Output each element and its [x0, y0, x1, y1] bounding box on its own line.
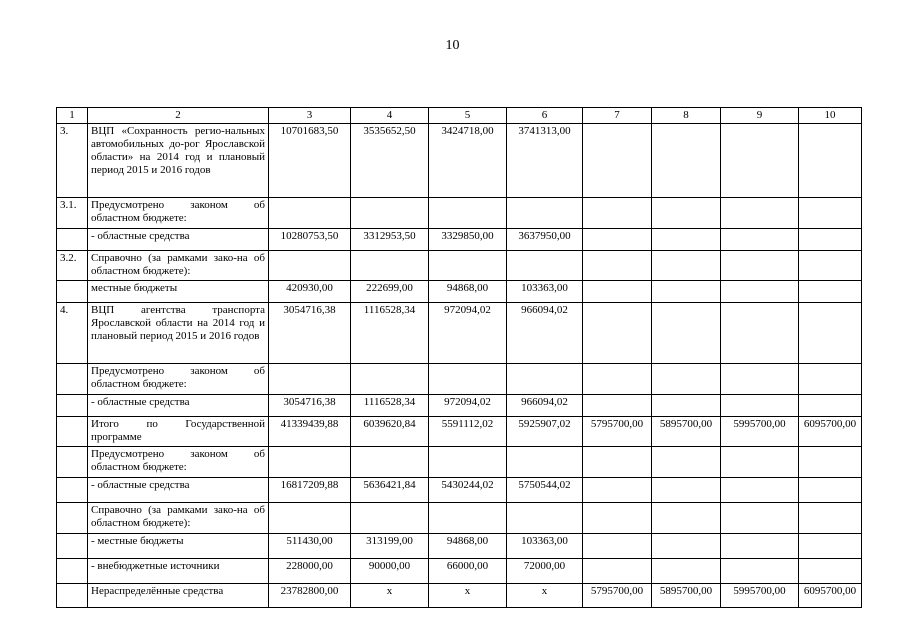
value-cell [721, 364, 799, 395]
header-cell: 3 [269, 108, 351, 124]
row-name: - областные средства [88, 395, 269, 417]
value-cell [583, 251, 652, 281]
value-cell [583, 198, 652, 229]
value-cell: 3312953,50 [351, 229, 429, 251]
value-cell: 23782800,00 [269, 584, 351, 608]
value-cell: 3054716,38 [269, 303, 351, 364]
row-number [57, 447, 88, 478]
table-row [57, 534, 862, 559]
value-cell: 313199,00 [351, 534, 429, 559]
table-row [57, 417, 862, 447]
row-name: - внебюджетные источники [88, 559, 269, 584]
value-cell [351, 447, 429, 478]
row-name: Предусмотрено законом об областном бюджете: [88, 364, 269, 395]
value-cell: 5995700,00 [721, 417, 799, 447]
table-row [57, 198, 862, 229]
value-cell: х [507, 584, 583, 608]
value-cell [799, 229, 862, 251]
value-cell [799, 251, 862, 281]
row-name: Итого по Государственной программе [88, 417, 269, 447]
value-cell [721, 251, 799, 281]
value-cell [799, 395, 862, 417]
value-cell [351, 198, 429, 229]
value-cell [269, 503, 351, 534]
value-cell: 5750544,02 [507, 478, 583, 503]
value-cell: 966094,02 [507, 395, 583, 417]
value-cell [507, 251, 583, 281]
value-cell [652, 559, 721, 584]
value-cell: 3424718,00 [429, 124, 507, 198]
value-cell [652, 251, 721, 281]
row-number [57, 559, 88, 584]
row-name: - областные средства [88, 478, 269, 503]
value-cell: 5795700,00 [583, 584, 652, 608]
header-cell: 10 [799, 108, 862, 124]
value-cell [583, 303, 652, 364]
value-cell [583, 503, 652, 534]
row-number [57, 584, 88, 608]
row-number [57, 229, 88, 251]
value-cell [799, 281, 862, 303]
value-cell [269, 251, 351, 281]
value-cell [429, 447, 507, 478]
value-cell [721, 303, 799, 364]
value-cell: х [429, 584, 507, 608]
header-cell: 2 [88, 108, 269, 124]
row-number [57, 534, 88, 559]
value-cell: 3329850,00 [429, 229, 507, 251]
value-cell: 94868,00 [429, 281, 507, 303]
header-cell: 9 [721, 108, 799, 124]
row-number [57, 417, 88, 447]
table-row [57, 559, 862, 584]
value-cell [507, 503, 583, 534]
value-cell: 1116528,34 [351, 303, 429, 364]
value-cell [351, 364, 429, 395]
value-cell: 5995700,00 [721, 584, 799, 608]
value-cell [351, 251, 429, 281]
value-cell: 6095700,00 [799, 584, 862, 608]
header-cell: 4 [351, 108, 429, 124]
value-cell [583, 534, 652, 559]
table-row [57, 364, 862, 395]
value-cell [583, 124, 652, 198]
table-row [57, 503, 862, 534]
value-cell [721, 503, 799, 534]
row-name: - местные бюджеты [88, 534, 269, 559]
header-row [57, 108, 862, 124]
row-name: Нераспределённые средства [88, 584, 269, 608]
value-cell [583, 478, 652, 503]
table-row [57, 229, 862, 251]
value-cell [583, 559, 652, 584]
row-name: ВЦП агентства транспорта Ярославской области на 2014 год и плановый период 2015 и 2016 годов [88, 303, 269, 364]
table-row [57, 303, 862, 364]
value-cell [583, 281, 652, 303]
value-cell [652, 364, 721, 395]
row-number [57, 503, 88, 534]
row-number: 3.1. [57, 198, 88, 229]
value-cell: 41339439,88 [269, 417, 351, 447]
value-cell [721, 478, 799, 503]
header-cell: 6 [507, 108, 583, 124]
value-cell [799, 198, 862, 229]
value-cell: 10701683,50 [269, 124, 351, 198]
value-cell: 90000,00 [351, 559, 429, 584]
value-cell [583, 229, 652, 251]
value-cell: 16817209,88 [269, 478, 351, 503]
value-cell: 228000,00 [269, 559, 351, 584]
value-cell [351, 503, 429, 534]
value-cell: 511430,00 [269, 534, 351, 559]
value-cell [799, 503, 862, 534]
value-cell [652, 395, 721, 417]
value-cell [721, 447, 799, 478]
value-cell [269, 198, 351, 229]
row-name: местные бюджеты [88, 281, 269, 303]
row-number [57, 478, 88, 503]
value-cell [721, 534, 799, 559]
value-cell: 222699,00 [351, 281, 429, 303]
row-number [57, 281, 88, 303]
row-name: - областные средства [88, 229, 269, 251]
row-name: Предусмотрено законом об областном бюджете: [88, 447, 269, 478]
value-cell: 420930,00 [269, 281, 351, 303]
value-cell: 66000,00 [429, 559, 507, 584]
row-name: ВЦП «Сохранность регио-нальных автомобильных до-рог Ярославской области» на 2014 год и плановый период 2015 и 2016 годов [88, 124, 269, 198]
value-cell [652, 124, 721, 198]
value-cell: 5795700,00 [583, 417, 652, 447]
value-cell: х [351, 584, 429, 608]
value-cell [799, 478, 862, 503]
value-cell: 103363,00 [507, 281, 583, 303]
budget-table [56, 107, 862, 608]
value-cell [429, 198, 507, 229]
value-cell [507, 364, 583, 395]
row-name: Справочно (за рамками зако-на об областном бюджете): [88, 503, 269, 534]
row-number: 3.2. [57, 251, 88, 281]
value-cell [652, 229, 721, 251]
value-cell [583, 395, 652, 417]
row-number: 4. [57, 303, 88, 364]
value-cell [507, 198, 583, 229]
value-cell [583, 447, 652, 478]
value-cell [799, 534, 862, 559]
value-cell [799, 303, 862, 364]
header-cell: 8 [652, 108, 721, 124]
value-cell: 5430244,02 [429, 478, 507, 503]
header-cell: 7 [583, 108, 652, 124]
header-cell: 1 [57, 108, 88, 124]
value-cell [721, 395, 799, 417]
row-name: Предусмотрено законом об областном бюджете: [88, 198, 269, 229]
value-cell [799, 447, 862, 478]
row-number [57, 395, 88, 417]
row-number: 3. [57, 124, 88, 198]
table-row [57, 281, 862, 303]
value-cell [583, 364, 652, 395]
value-cell: 972094,02 [429, 395, 507, 417]
value-cell: 103363,00 [507, 534, 583, 559]
value-cell [799, 364, 862, 395]
value-cell [269, 364, 351, 395]
value-cell [652, 281, 721, 303]
value-cell [507, 447, 583, 478]
page-number: 10 [445, 38, 460, 53]
table-row [57, 395, 862, 417]
value-cell: 5925907,02 [507, 417, 583, 447]
table-row [57, 584, 862, 608]
table-row [57, 124, 862, 198]
value-cell: 72000,00 [507, 559, 583, 584]
value-cell [652, 478, 721, 503]
value-cell [652, 534, 721, 559]
value-cell [721, 559, 799, 584]
value-cell: 3535652,50 [351, 124, 429, 198]
value-cell: 966094,02 [507, 303, 583, 364]
value-cell: 3054716,38 [269, 395, 351, 417]
value-cell [429, 364, 507, 395]
value-cell [799, 559, 862, 584]
header-cell: 5 [429, 108, 507, 124]
row-name: Справочно (за рамками зако-на об областном бюджете): [88, 251, 269, 281]
value-cell [721, 281, 799, 303]
row-number [57, 364, 88, 395]
value-cell [721, 229, 799, 251]
value-cell [652, 303, 721, 364]
value-cell: 972094,02 [429, 303, 507, 364]
value-cell [429, 503, 507, 534]
value-cell [429, 251, 507, 281]
value-cell: 10280753,50 [269, 229, 351, 251]
value-cell: 6095700,00 [799, 417, 862, 447]
table-row [57, 478, 862, 503]
table-row [57, 447, 862, 478]
value-cell: 5895700,00 [652, 417, 721, 447]
value-cell: 3637950,00 [507, 229, 583, 251]
value-cell [269, 447, 351, 478]
value-cell [652, 447, 721, 478]
value-cell: 6039620,84 [351, 417, 429, 447]
value-cell [652, 198, 721, 229]
value-cell [799, 124, 862, 198]
value-cell [721, 124, 799, 198]
value-cell: 5636421,84 [351, 478, 429, 503]
value-cell: 3741313,00 [507, 124, 583, 198]
table-row [57, 251, 862, 281]
value-cell: 5591112,02 [429, 417, 507, 447]
value-cell: 94868,00 [429, 534, 507, 559]
value-cell: 5895700,00 [652, 584, 721, 608]
value-cell: 1116528,34 [351, 395, 429, 417]
value-cell [652, 503, 721, 534]
value-cell [721, 198, 799, 229]
